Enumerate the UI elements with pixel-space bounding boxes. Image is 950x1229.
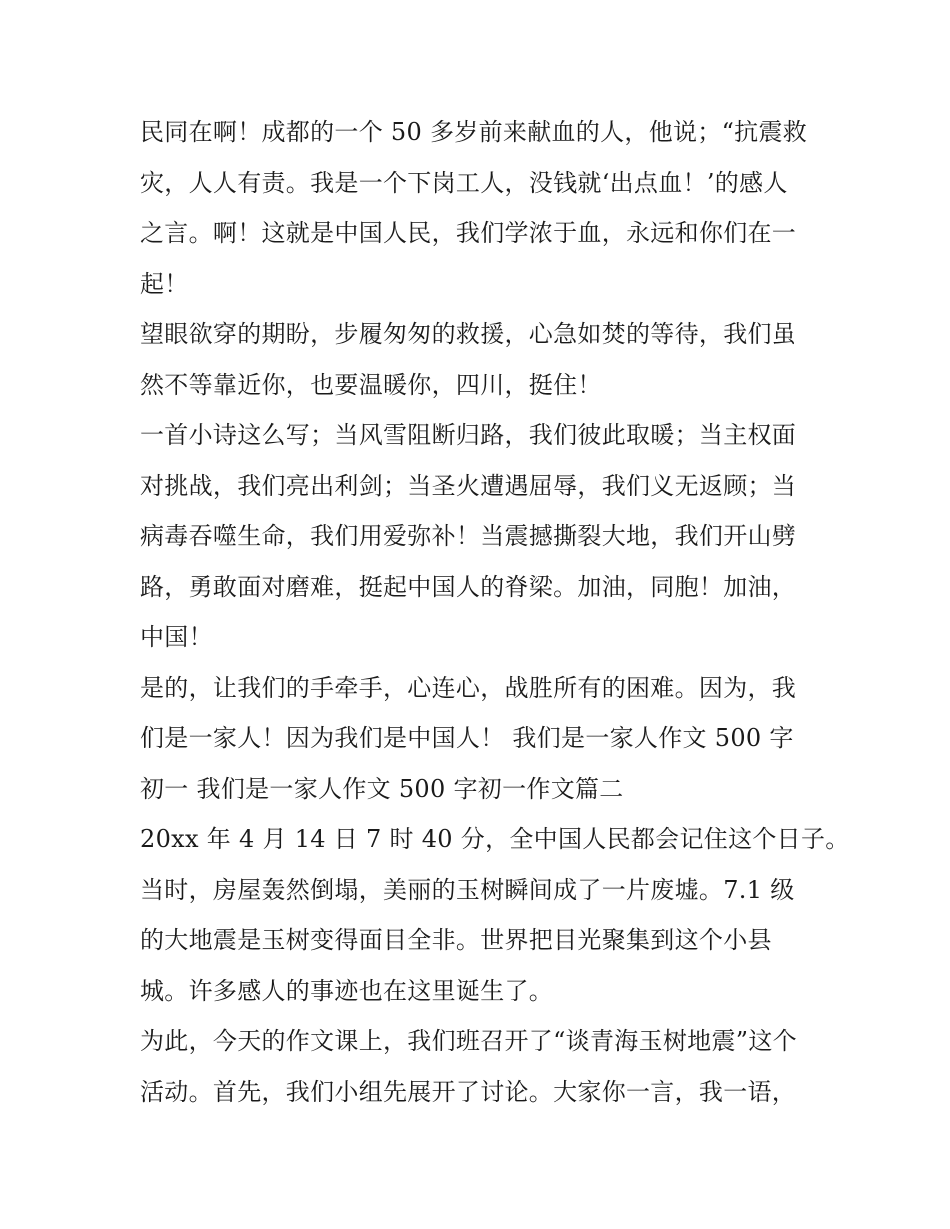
text-line: 的大地震是玉树变得面目全非。世界把目光聚集到这个小县 (140, 926, 772, 954)
text-line: 们是一家人！因为我们是中国人！ 我们是一家人作文 500 字 (140, 724, 794, 752)
text-line: 初一 我们是一家人作文 500 字初一作文篇二 (140, 774, 624, 803)
text-line: 然不等靠近你，也要温暖你，四川，挺住！ (140, 370, 602, 399)
paragraph-5 (140, 814, 850, 1016)
text-line: 对挑战，我们亮出利剑；当圣火遭遇屈辱，我们义无返顾；当 (140, 471, 797, 500)
document-body (140, 107, 850, 1117)
text-line: 中国！ (140, 623, 213, 651)
paragraph-1 (140, 107, 812, 309)
text-line: 之言。啊！这就是中国人民，我们学浓于血，永远和你们在一 (140, 219, 797, 247)
paragraph-4 (140, 663, 812, 815)
text-line: 灾，人人有责。我是一个下岗工人，没钱就‘出点血！’的感人 (140, 168, 788, 197)
text-line: 望眼欲穿的期盼，步履匆匆的救援，心急如焚的等待，我们虽 (140, 320, 797, 348)
text-line: 是的，让我们的手牵手，心连心，战胜所有的困难。因为，我 (140, 673, 797, 702)
paragraph-3 (140, 410, 812, 663)
text-line: 民同在啊！成都的一个 50 多岁前来献血的人，他说；“抗震救 (140, 118, 808, 146)
text-line: 病毒吞噬生命，我们用爱弥补！当震撼撕裂大地，我们开山劈 (140, 522, 797, 550)
paragraph-2 (140, 309, 812, 410)
paragraph-6 (140, 1016, 812, 1117)
text-line: 当时，房屋轰然倒塌，美丽的玉树瞬间成了一片废墟。7.1 级 (140, 875, 795, 904)
text-line: 20xx 年 4 月 14 日 7 时 40 分，全中国人民都会记住这个日子。 (140, 825, 850, 853)
text-line: 起！ (140, 269, 189, 298)
text-line: 路，勇敢面对磨难，挺起中国人的脊梁。加油，同胞！加油， (140, 572, 797, 601)
text-line: 一首小诗这么写；当风雪阻断归路，我们彼此取暖；当主权面 (140, 421, 797, 449)
text-line: 活动。首先，我们小组先展开了讨论。大家你一言，我一语， (140, 1077, 797, 1106)
text-line: 城。许多感人的事迹也在这里诞生了。 (140, 976, 554, 1005)
text-line: 为此，今天的作文课上，我们班召开了“谈青海玉树地震”这个 (140, 1027, 797, 1055)
